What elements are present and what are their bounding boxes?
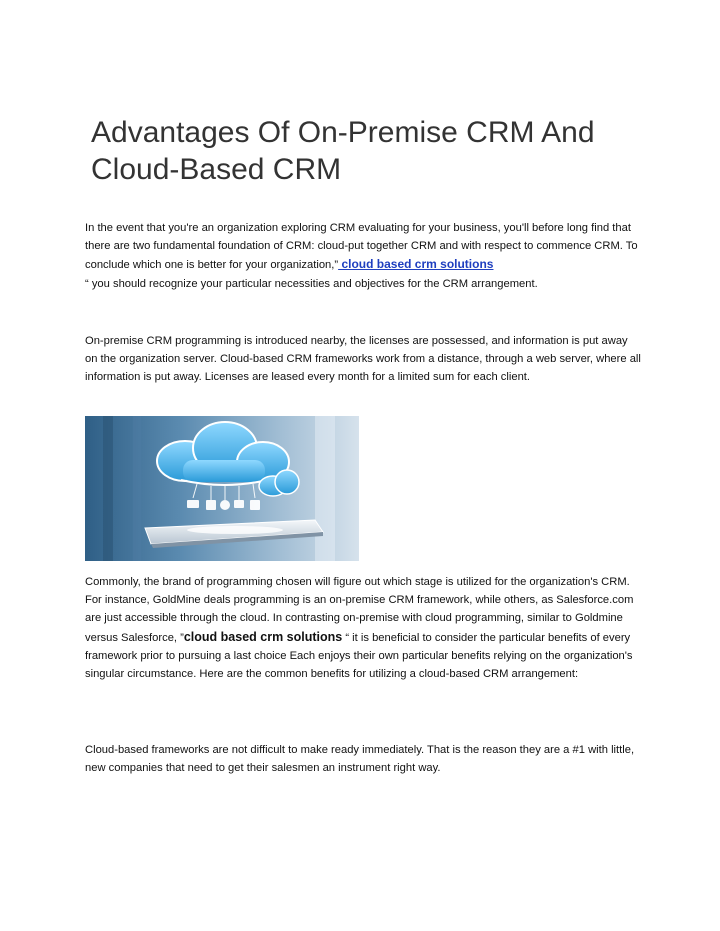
cloud-computing-illustration [85, 416, 359, 561]
paragraph-comparison-text: Commonly, the brand of programming chosen will figure out which stage is utilized for the organization's CRM. For instance, GoldMine deals programming is an on-premise CRM framework, while others, as Salesforce.com are just accessible through the cloud. In contrasting on-premise with cloud programming, similar to Goldmine versus Salesforce, ” [85, 576, 634, 644]
paragraph-cloud-benefits: Cloud-based frameworks are not difficult to make ready immediately. That is the reason they are a #1 with little, new companies that need to get their salesmen an instrument right way. [85, 744, 635, 775]
paragraph-intro [85, 219, 641, 293]
paragraph-intro-text-end: “ you should recognize your particular necessities and objectives for the CRM arrangement. [85, 277, 538, 290]
cloud-crm-keyword: cloud based crm solutions [183, 629, 343, 644]
paragraph-comparison [85, 573, 641, 683]
cloud-crm-link[interactable]: cloud based crm solutions [338, 257, 494, 272]
paragraph-comparison-text-end: “ it is beneficial to consider the particular benefits of every framework prior to pursuing a last choice Each enjoys their own particular benefits relying on the organization's singular circumstance. Here are the common benefits for utilizing a cloud-based CRM arrangement: [85, 631, 633, 681]
paragraph-on-premise: On-premise CRM programming is introduced nearby, the licenses are possessed, and information is put away on the organization server. Cloud-based CRM frameworks work from a distance, through a web server, where all information is put away. Licenses are leased every month for a limited sum for each client. [85, 335, 641, 384]
page-title: Advantages Of On-Premise CRM And Cloud-Based CRM [91, 116, 595, 186]
paragraph-intro-text: In the event that you're an organization exploring CRM evaluating for your business, you'll before long find that there are two fundamental foundation of CRM: cloud-put together CRM and with respect to commence CRM. To conclude which one is better for your organization,” [85, 222, 638, 272]
